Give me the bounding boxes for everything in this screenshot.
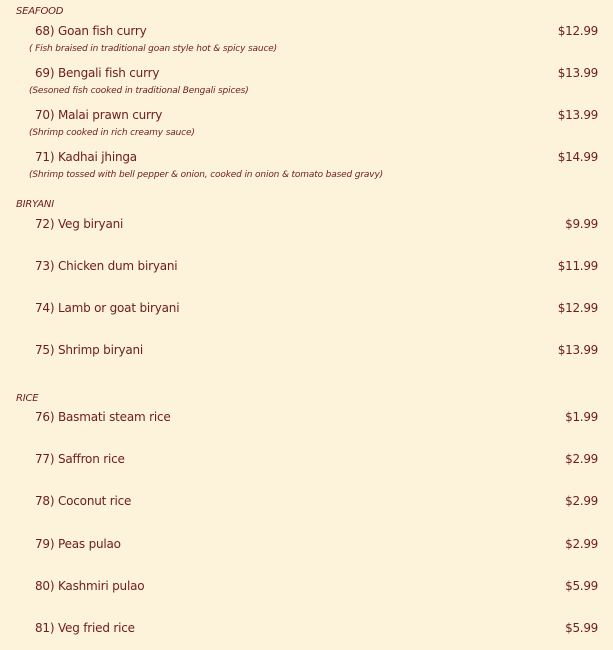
item-name: 80) Kashmiri pulao xyxy=(35,579,145,593)
menu-item-basmati-steam-rice xyxy=(0,410,613,430)
item-name: 73) Chicken dum biryani xyxy=(35,259,178,273)
item-name: 72) Veg biryani xyxy=(35,217,124,231)
item-price: $11.99 xyxy=(557,259,598,273)
section-title-biryani: BIRYANI xyxy=(16,199,54,210)
menu-item-kadhai-jhinga xyxy=(0,150,613,170)
menu-item-chicken-dum-biryani xyxy=(0,259,613,279)
item-name: 77) Saffron rice xyxy=(35,452,125,466)
item-price: $12.99 xyxy=(557,301,598,315)
menu-item-peas-pulao xyxy=(0,537,613,557)
item-name: 78) Coconut rice xyxy=(35,494,132,508)
menu-item-coconut-rice xyxy=(0,494,613,514)
section-title-seafood: SEAFOOD xyxy=(16,6,64,17)
item-price: $1.99 xyxy=(565,410,598,424)
menu-item-malai-prawn-curry xyxy=(0,108,613,128)
item-name: 70) Malai prawn curry xyxy=(35,108,163,122)
item-price: $9.99 xyxy=(565,217,598,231)
item-price: $13.99 xyxy=(557,108,598,122)
menu-item-veg-fried-rice xyxy=(0,621,613,641)
item-price: $5.99 xyxy=(565,621,598,635)
item-name: 74) Lamb or goat biryani xyxy=(35,301,180,315)
item-description: (Shrimp tossed with bell pepper & onion, cooked in onion & tomato based gravy) xyxy=(29,170,384,180)
item-price: $2.99 xyxy=(565,452,598,466)
section-title-rice: RICE xyxy=(16,393,39,404)
item-price: $14.99 xyxy=(557,150,598,164)
item-name: 76) Basmati steam rice xyxy=(35,410,171,424)
menu-item-saffron-rice xyxy=(0,452,613,472)
item-description: ( Fish braised in traditional goan style hot & spicy sauce) xyxy=(29,44,277,54)
item-description: (Shrimp cooked in rich creamy sauce) xyxy=(29,128,195,138)
item-price: $2.99 xyxy=(565,537,598,551)
menu-item-veg-biryani xyxy=(0,217,613,237)
item-price: $2.99 xyxy=(565,494,598,508)
item-price: $13.99 xyxy=(557,66,598,80)
menu-item-kashmiri-pulao xyxy=(0,579,613,599)
item-name: 68) Goan fish curry xyxy=(35,24,147,38)
item-name: 79) Peas pulao xyxy=(35,537,121,551)
item-name: 71) Kadhai jhinga xyxy=(35,150,137,164)
menu-item-goan-fish-curry xyxy=(0,24,613,44)
item-name: 75) Shrimp biryani xyxy=(35,343,144,357)
item-price: $5.99 xyxy=(565,579,598,593)
item-name: 81) Veg fried rice xyxy=(35,621,135,635)
menu-item-lamb-or-goat-biryani xyxy=(0,301,613,321)
item-description: (Sesoned fish cooked in traditional Bengali spices) xyxy=(29,86,249,96)
item-price: $12.99 xyxy=(557,24,598,38)
menu-item-shrimp-biryani xyxy=(0,343,613,363)
item-price: $13.99 xyxy=(557,343,598,357)
menu-item-bengali-fish-curry xyxy=(0,66,613,86)
item-name: 69) Bengali fish curry xyxy=(35,66,160,80)
